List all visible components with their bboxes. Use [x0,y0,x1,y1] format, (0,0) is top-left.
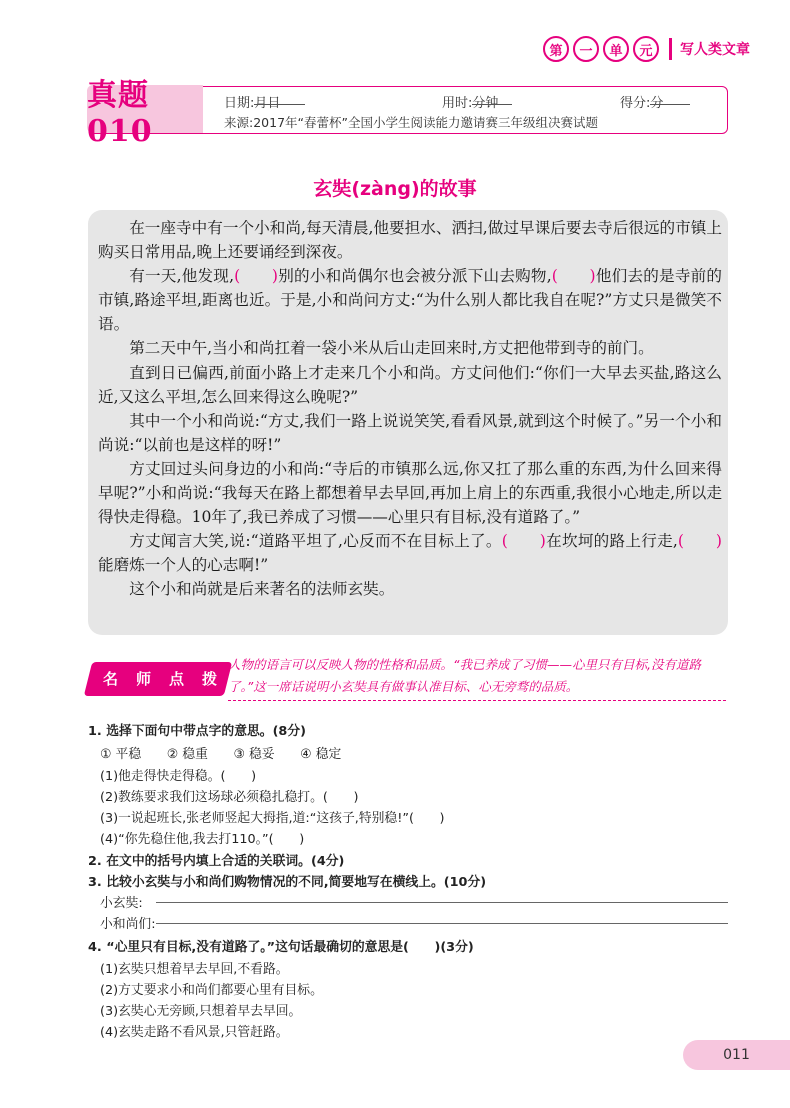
question-4-option-1[interactable]: (1)玄奘只想着早去早回,不看路。 [100,962,289,977]
tip-badge-char-4: 拨 [201,670,217,688]
exam-info-box [87,77,728,149]
score-blank[interactable] [650,92,690,105]
tip-badge-char-1: 名 [102,670,118,688]
exam-source: 来源:2017年“春蕾杯”全国小学生阅读能力邀请赛三年级组决赛试题 [224,115,598,130]
unit-char-2: 一 [573,36,599,62]
blank-2[interactable]: ( ) [551,267,596,286]
question-1-item-1[interactable]: (1)他走得快走得稳。( ) [100,769,257,784]
question-3-title: 3. 比较小玄奘与小和尚们购物情况的不同,简要地写在横线上。(10分) [88,875,487,890]
time-field[interactable] [442,92,498,111]
question-4-title: 4. “心里只有目标,没有道路了。”这句话最确切的意思是( )(3分) [88,940,474,955]
question-3-label-2: 小和尚们: [100,917,156,932]
month-label: 月 [254,96,268,111]
exam-tag: 真题010 [87,85,203,133]
date-field[interactable] [224,92,280,111]
paragraph-4: 直到日已偏西,前面小路上才走来几个小和尚。方丈问他们:“你们一大早去买盐,路这么近,又这么平坦,怎么回来得这么晚呢?” [98,363,722,406]
question-4-option-2[interactable]: (2)方丈要求小和尚们都要心里有目标。 [100,983,323,998]
time-blank[interactable] [472,92,512,105]
paragraph-8: 这个小和尚就是后来著名的法师玄奘。 [129,580,395,599]
blank-3[interactable]: ( ) [501,532,546,551]
day-label: 日 [267,96,281,111]
question-1-title: 1. 选择下面句中带点字的意思。(8分) [88,724,306,739]
unit-subtitle: 写人类文章 [680,42,750,58]
tip-divider [228,700,726,701]
paragraph-6: 方丈回过头问身边的小和尚:“寺后的市镇那么远,你又扛了那么重的东西,为什么回来得早呢?”小和尚说:“我每天在路上都想着早去早回,再加上肩上的东西重,我很小心地走,所以走得快走得稳。10年了,我已养成了习惯——心里只有目标,没有道路了。” [98,459,722,527]
unit-char-3: 单 [603,36,629,62]
passage-text [98,216,722,602]
question-1-item-2[interactable]: (2)教练要求我们这场球必须稳扎稳打。( ) [100,790,359,805]
unit-header [543,36,750,62]
question-2-title: 2. 在文中的括号内填上合适的关联词。(4分) [88,854,345,869]
date-label: 日期: [224,96,255,111]
tip-text: 人物的语言可以反映人物的性格和品质。“我已养成了习惯——心里只有目标,没有道路了。”这一席话说明小玄奘具有做事认准目标、心无旁骛的品质。 [228,657,701,694]
paragraph-2-text-c: 他们去的是寺前的市镇,路途平坦,距离也近。于是,小和尚问方丈:“为什么别人都比我自在呢?”方丈只是微笑不语。 [98,267,723,334]
question-3-answer-line-2[interactable] [156,923,728,924]
minutes-label: 分钟 [472,96,499,111]
paragraph-5: 其中一个小和尚说:“方丈,我们一路上说说笑笑,看看风景,就到这个时候了。”另一个小和尚说:“以前也是这样的呀!” [98,411,722,454]
blank-4[interactable]: ( ) [677,532,722,551]
page-number: 011 [683,1040,790,1070]
paragraph-2-text-b: 别的小和尚偶尔也会被分派下山去购物, [278,267,552,286]
paragraph-7 [98,529,722,577]
paragraph-7-text-a: 方丈闻言大笑,说:“道路平坦了,心反而不在目标上了。 [129,532,502,551]
unit-divider [669,38,672,60]
question-3-label-1: 小玄奘: [100,896,143,911]
question-1-options: ① 平稳 ② 稳重 ③ 稳妥 ④ 稳定 [100,747,342,762]
question-1-item-3[interactable]: (3)一说起班长,张老师竖起大拇指,道:“这孩子,特别稳!”( ) [100,811,445,826]
story-title: 玄奘(zàng)的故事 [313,178,477,200]
day-blank[interactable] [267,92,305,105]
unit-char-4: 元 [633,36,659,62]
teacher-tip [88,648,728,708]
tip-badge-char-2: 师 [135,670,151,688]
tip-badge-char-3: 点 [168,670,184,688]
tip-badge [94,668,226,689]
paragraph-7-text-c: 能磨炼一个人的心志啊!” [98,556,269,575]
paragraph-2-text-a: 有一天,他发现, [129,267,235,286]
score-label: 得分: [620,96,651,111]
paragraph-7-text-b: 在坎坷的路上行走, [545,532,678,551]
question-1-item-4[interactable]: (4)“你先稳住他,我去打110。”( ) [100,832,305,847]
points-label: 分 [650,96,664,111]
paragraph-2 [98,264,722,336]
question-4-option-3[interactable]: (3)玄奘心无旁顾,只想着早去早回。 [100,1004,302,1019]
paragraph-3: 第二天中午,当小和尚扛着一袋小米从后山走回来时,方丈把他带到寺的前门。 [129,339,654,358]
score-field[interactable] [620,92,663,111]
passage-box [88,210,728,635]
unit-char-1: 第 [543,36,569,62]
paragraph-1: 在一座寺中有一个小和尚,每天清晨,他要担水、洒扫,做过早课后要去寺后很远的市镇上购买日常用品,晚上还要诵经到深夜。 [98,219,722,262]
question-4-option-4[interactable]: (4)玄奘走路不看风景,只管赶路。 [100,1025,289,1040]
time-label: 用时: [442,96,473,111]
question-3-answer-line-1[interactable] [156,902,728,903]
blank-1[interactable]: ( ) [234,267,279,286]
